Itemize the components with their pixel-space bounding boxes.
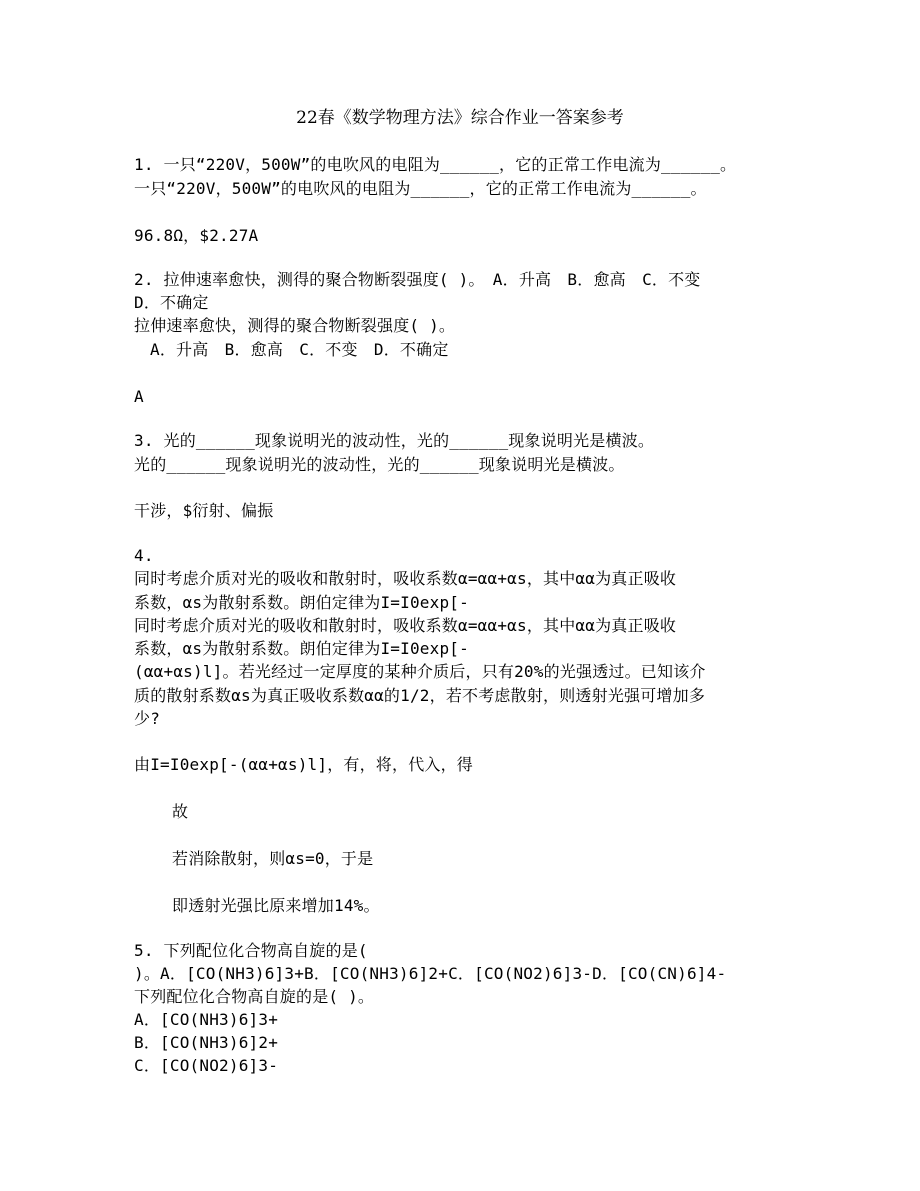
q4-line-3: 系数，αs为散射系数。朗伯定律为I=I0exp[- <box>134 593 469 612</box>
q4-line-2: 同时考虑介质对光的吸收和散射时，吸收系数α=αα+αs，其中αα为真正吸收 <box>134 569 677 588</box>
q4-line-1: 4. <box>134 546 154 565</box>
q3-answer: 干涉，$衍射、偏振 <box>134 501 274 520</box>
q2-answer: A <box>134 387 144 406</box>
q2-line-3: 拉伸速率愈快，测得的聚合物断裂强度( )。 <box>134 316 456 335</box>
document-title: 22春《数学物理方法》综合作业一答案参考 <box>296 108 624 128</box>
q1-answer: 96.8Ω，$2.27A <box>134 226 259 245</box>
q5-line-2: )。A．[CO(NH3)6]3+B．[CO(NH3)6]2+C．[CO(NO2)6]3-D．[CO(CN)6]4- <box>134 964 727 983</box>
q2-line-1: 2. 拉伸速率愈快，测得的聚合物断裂强度( )。 A．升高 B．愈高 C．不变 <box>134 270 701 289</box>
q3-line-2: 光的______现象说明光的波动性，光的______现象说明光是横波。 <box>134 455 625 474</box>
q4-line-6: (αα+αs)l]。若光经过一定厚度的某种介质后，只有20%的光强透过。已知该介 <box>134 662 706 681</box>
q4-answer-line-1: 由I=I0exp[-(αα+αs)l]，有，将，代入，得 <box>134 755 473 774</box>
q5-option-c: C．[CO(NO2)6]3- <box>134 1056 279 1075</box>
q4-line-7: 质的散射系数αs为真正吸收系数αα的1/2，若不考虑散射，则透射光强可增加多 <box>134 686 706 705</box>
q5-line-1: 5. 下列配位化合物高自旋的是( <box>134 941 368 960</box>
q4-line-5: 系数，αs为散射系数。朗伯定律为I=I0exp[- <box>134 639 469 658</box>
q4-answer-line-3: 若消除散射，则αs=0，于是 <box>172 849 374 868</box>
q3-line-1: 3. 光的______现象说明光的波动性，光的______现象说明光是横波。 <box>134 431 655 450</box>
q4-line-4: 同时考虑介质对光的吸收和散射时，吸收系数α=αα+αs，其中αα为真正吸收 <box>134 616 677 635</box>
q4-answer-line-2: 故 <box>172 802 189 821</box>
q2-line-2: D．不确定 <box>134 293 209 312</box>
q1-line-2: 一只“220V，500W”的电吹风的电阻为______，它的正常工作电流为______。 <box>134 179 707 198</box>
q5-option-a: A．[CO(NH3)6]3+ <box>134 1010 279 1029</box>
q4-answer-line-4: 即透射光强比原来增加14%。 <box>172 896 380 915</box>
q2-line-4: A．升高 B．愈高 C．不变 D．不确定 <box>150 340 449 359</box>
q4-line-8: 少? <box>134 709 161 728</box>
q5-option-b: B．[CO(NH3)6]2+ <box>134 1033 279 1052</box>
q1-line-1: 1. 一只“220V，500W”的电吹风的电阻为______，它的正常工作电流为______。 <box>134 155 737 174</box>
q5-line-3: 下列配位化合物高自旋的是( )。 <box>134 987 375 1006</box>
